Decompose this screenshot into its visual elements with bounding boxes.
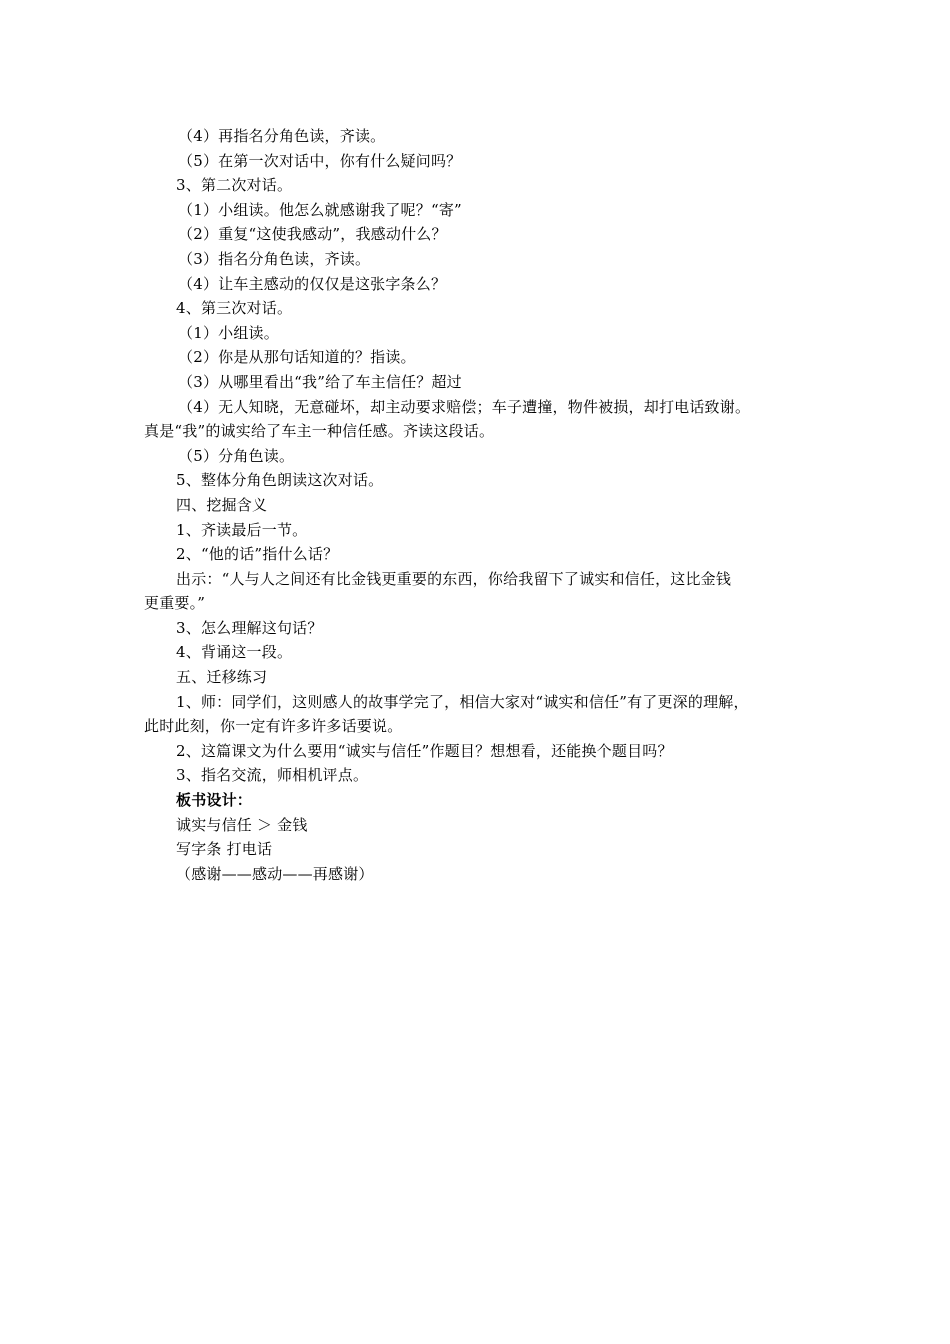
section-item: 5、整体分角色朗读这次对话。	[176, 471, 384, 490]
section-item: 3、怎么理解这句话？	[176, 618, 323, 637]
text-line: （4）让车主感动的仅仅是这张字条么？	[178, 274, 447, 293]
section-item: 4、第三次对话。	[176, 299, 293, 318]
section-item: 4、背诵这一段。	[176, 643, 293, 662]
section-item: 2、“他的话”指什么话？	[176, 545, 339, 564]
section-item: 3、指名交流，师相机评点。	[176, 766, 369, 785]
text-line: （1）小组读。他怎么就感谢我了呢？“寄”	[178, 200, 462, 219]
text-line: （2）重复“这使我感动”，我感动什么？	[178, 225, 447, 244]
document-body	[144, 124, 820, 886]
section-item: 3、第二次对话。	[176, 176, 293, 195]
text-line: （5）在第一次对话中，你有什么疑问吗？	[178, 151, 462, 170]
text-line: （3）指名分角色读，齐读。	[178, 249, 371, 268]
text-line: 此时此刻，你一定有许多许多话要说。	[144, 717, 403, 736]
text-line: （4）再指名分角色读，齐读。	[178, 127, 386, 145]
section-heading: 四、挖掘含义	[176, 495, 268, 514]
text-line: 真是“我”的诚实给了车主一种信任感。齐读这段话。	[144, 422, 495, 441]
section-item: 2、这篇课文为什么要用“诚实与信任”作题目？想想看，还能换个题目吗？	[176, 741, 673, 760]
text-line: （1）小组读。	[178, 323, 279, 342]
quote-line: 更重要。”	[144, 594, 206, 613]
section-item: 1、师：同学们，这则感人的故事学完了，相信大家对“诚实和信任”有了更深的理解，	[176, 692, 749, 711]
section-item: 1、齐读最后一节。	[176, 520, 308, 539]
text-line: （5）分角色读。	[178, 446, 295, 465]
quote-line: 出示：“人与人之间还有比金钱更重要的东西，你给我留下了诚实和信任，这比金钱	[176, 569, 732, 588]
section-heading: 五、迁移练习	[176, 668, 268, 687]
board-design-line: 写字条 打电话	[176, 840, 273, 859]
board-design-line: 诚实与信任 ＞ 金钱	[176, 815, 308, 834]
text-line: （2）你是从那句话知道的？指读。	[178, 348, 416, 367]
board-design-line: （感谢——感动——再感谢）	[176, 864, 374, 883]
text-line: （4）无人知晓，无意碰坏，却主动要求赔偿；车子遭撞，物件被损，却打电话致谢。	[178, 397, 751, 416]
text-line: （3）从哪里看出“我”给了车主信任？超过	[178, 372, 462, 391]
board-design-heading: 板书设计：	[176, 791, 253, 810]
